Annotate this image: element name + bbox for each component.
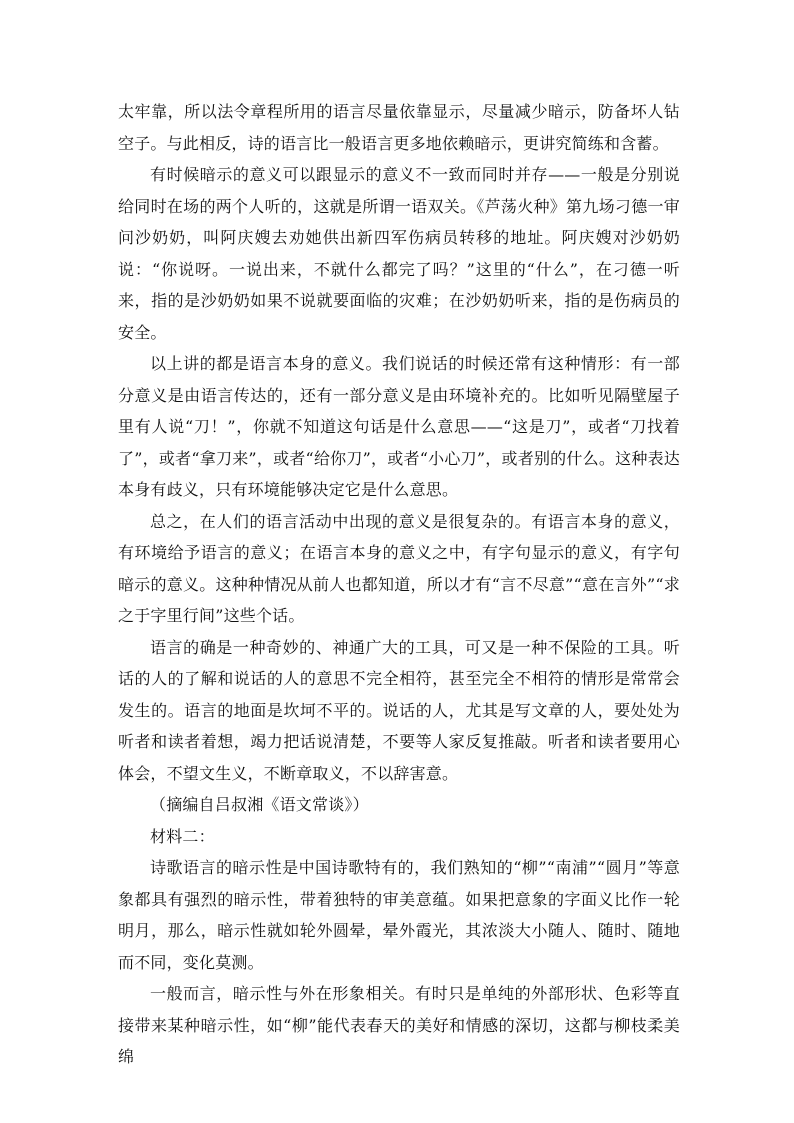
paragraph-context-meaning: 以上讲的都是语言本身的意义。我们说话的时候还常有这种情形：有一部分意义是由语言传达的，还有一部分意义是由环境补充的。比如听见隔壁屋子里有人说“刀！”，你就不知道这句话是什么意思——“这是刀”，或者“刀找着了”，或者“拿刀来”，或者“给你刀”，或者“小心刀”，或者别的什么。这种表达本身有歧义，只有环境能够决定它是什么意思。 xyxy=(118,354,680,499)
paragraph-summary: 总之，在人们的语言活动中出现的意义是很复杂的。有语言本身的意义，有环境给予语言的意义；在语言本身的意义之中，有字句显示的意义，有字句暗示的意义。这种种情况从前人也都知道，所以才有“言不尽意”“意在言外”“求之于字里行间”这些个话。 xyxy=(118,511,680,625)
paragraph-continuation: 太牢靠，所以法令章程所用的语言尽量依靠显示，尽量减少暗示，防备坏人钻空子。与此相反，诗的语言比一般语言更多地依赖暗示，更讲究简练和含蓄。 xyxy=(118,102,680,153)
material-two-heading: 材料二： xyxy=(150,826,215,846)
paragraph-poetry-suggestion: 诗歌语言的暗示性是中国诗歌特有的，我们熟知的“柳”“南浦”“圆月”等意象都具有强烈的暗示性，带着独特的审美意蕴。如果把意象的字面义比作一轮明月，那么，暗示性就如轮外圆晕，晕外霞光，其浓淡大小随人、随时、随地而不同，变化莫测。 xyxy=(118,858,680,972)
paragraph-language-tool: 语言的确是一种奇妙的、神通广大的工具，可又是一种不保险的工具。听话的人的了解和说话的人的意思不完全相符，甚至完全不相符的情形是常常会发生的。语言的地面是坎坷不平的。说话的人，尤其是写文章的人，要处处为听者和读者着想，竭力把话说清楚，不要等人家反复推敲。听者和读者要用心体会，不望文生义，不断章取义，不以辞害意。 xyxy=(118,637,680,783)
document-page xyxy=(118,96,680,1073)
paragraph-pun: 有时候暗示的意义可以跟显示的意义不一致而同时并存——一般是分别说给同时在场的两个人听的，这就是所谓一语双关。《芦荡火种》第九场刁德一审问沙奶奶，叫阿庆嫂去劝她供出新四军伤病员转移的地址。阿庆嫂对沙奶奶说：“你说呀。一说出来，不就什么都完了吗？”这里的“什么”，在刁德一听来，指的是沙奶奶如果不说就要面临的灾难；在沙奶奶听来，指的是伤病员的安全。 xyxy=(118,165,680,342)
source-citation: （摘编自吕叔湘《语文常谈》） xyxy=(150,795,369,814)
paragraph-external-form: 一般而言，暗示性与外在形象相关。有时只是单纯的外部形状、色彩等直接带来某种暗示性，如“柳”能代表春天的美好和情感的深切，这都与柳枝柔美绵 xyxy=(118,984,680,1066)
